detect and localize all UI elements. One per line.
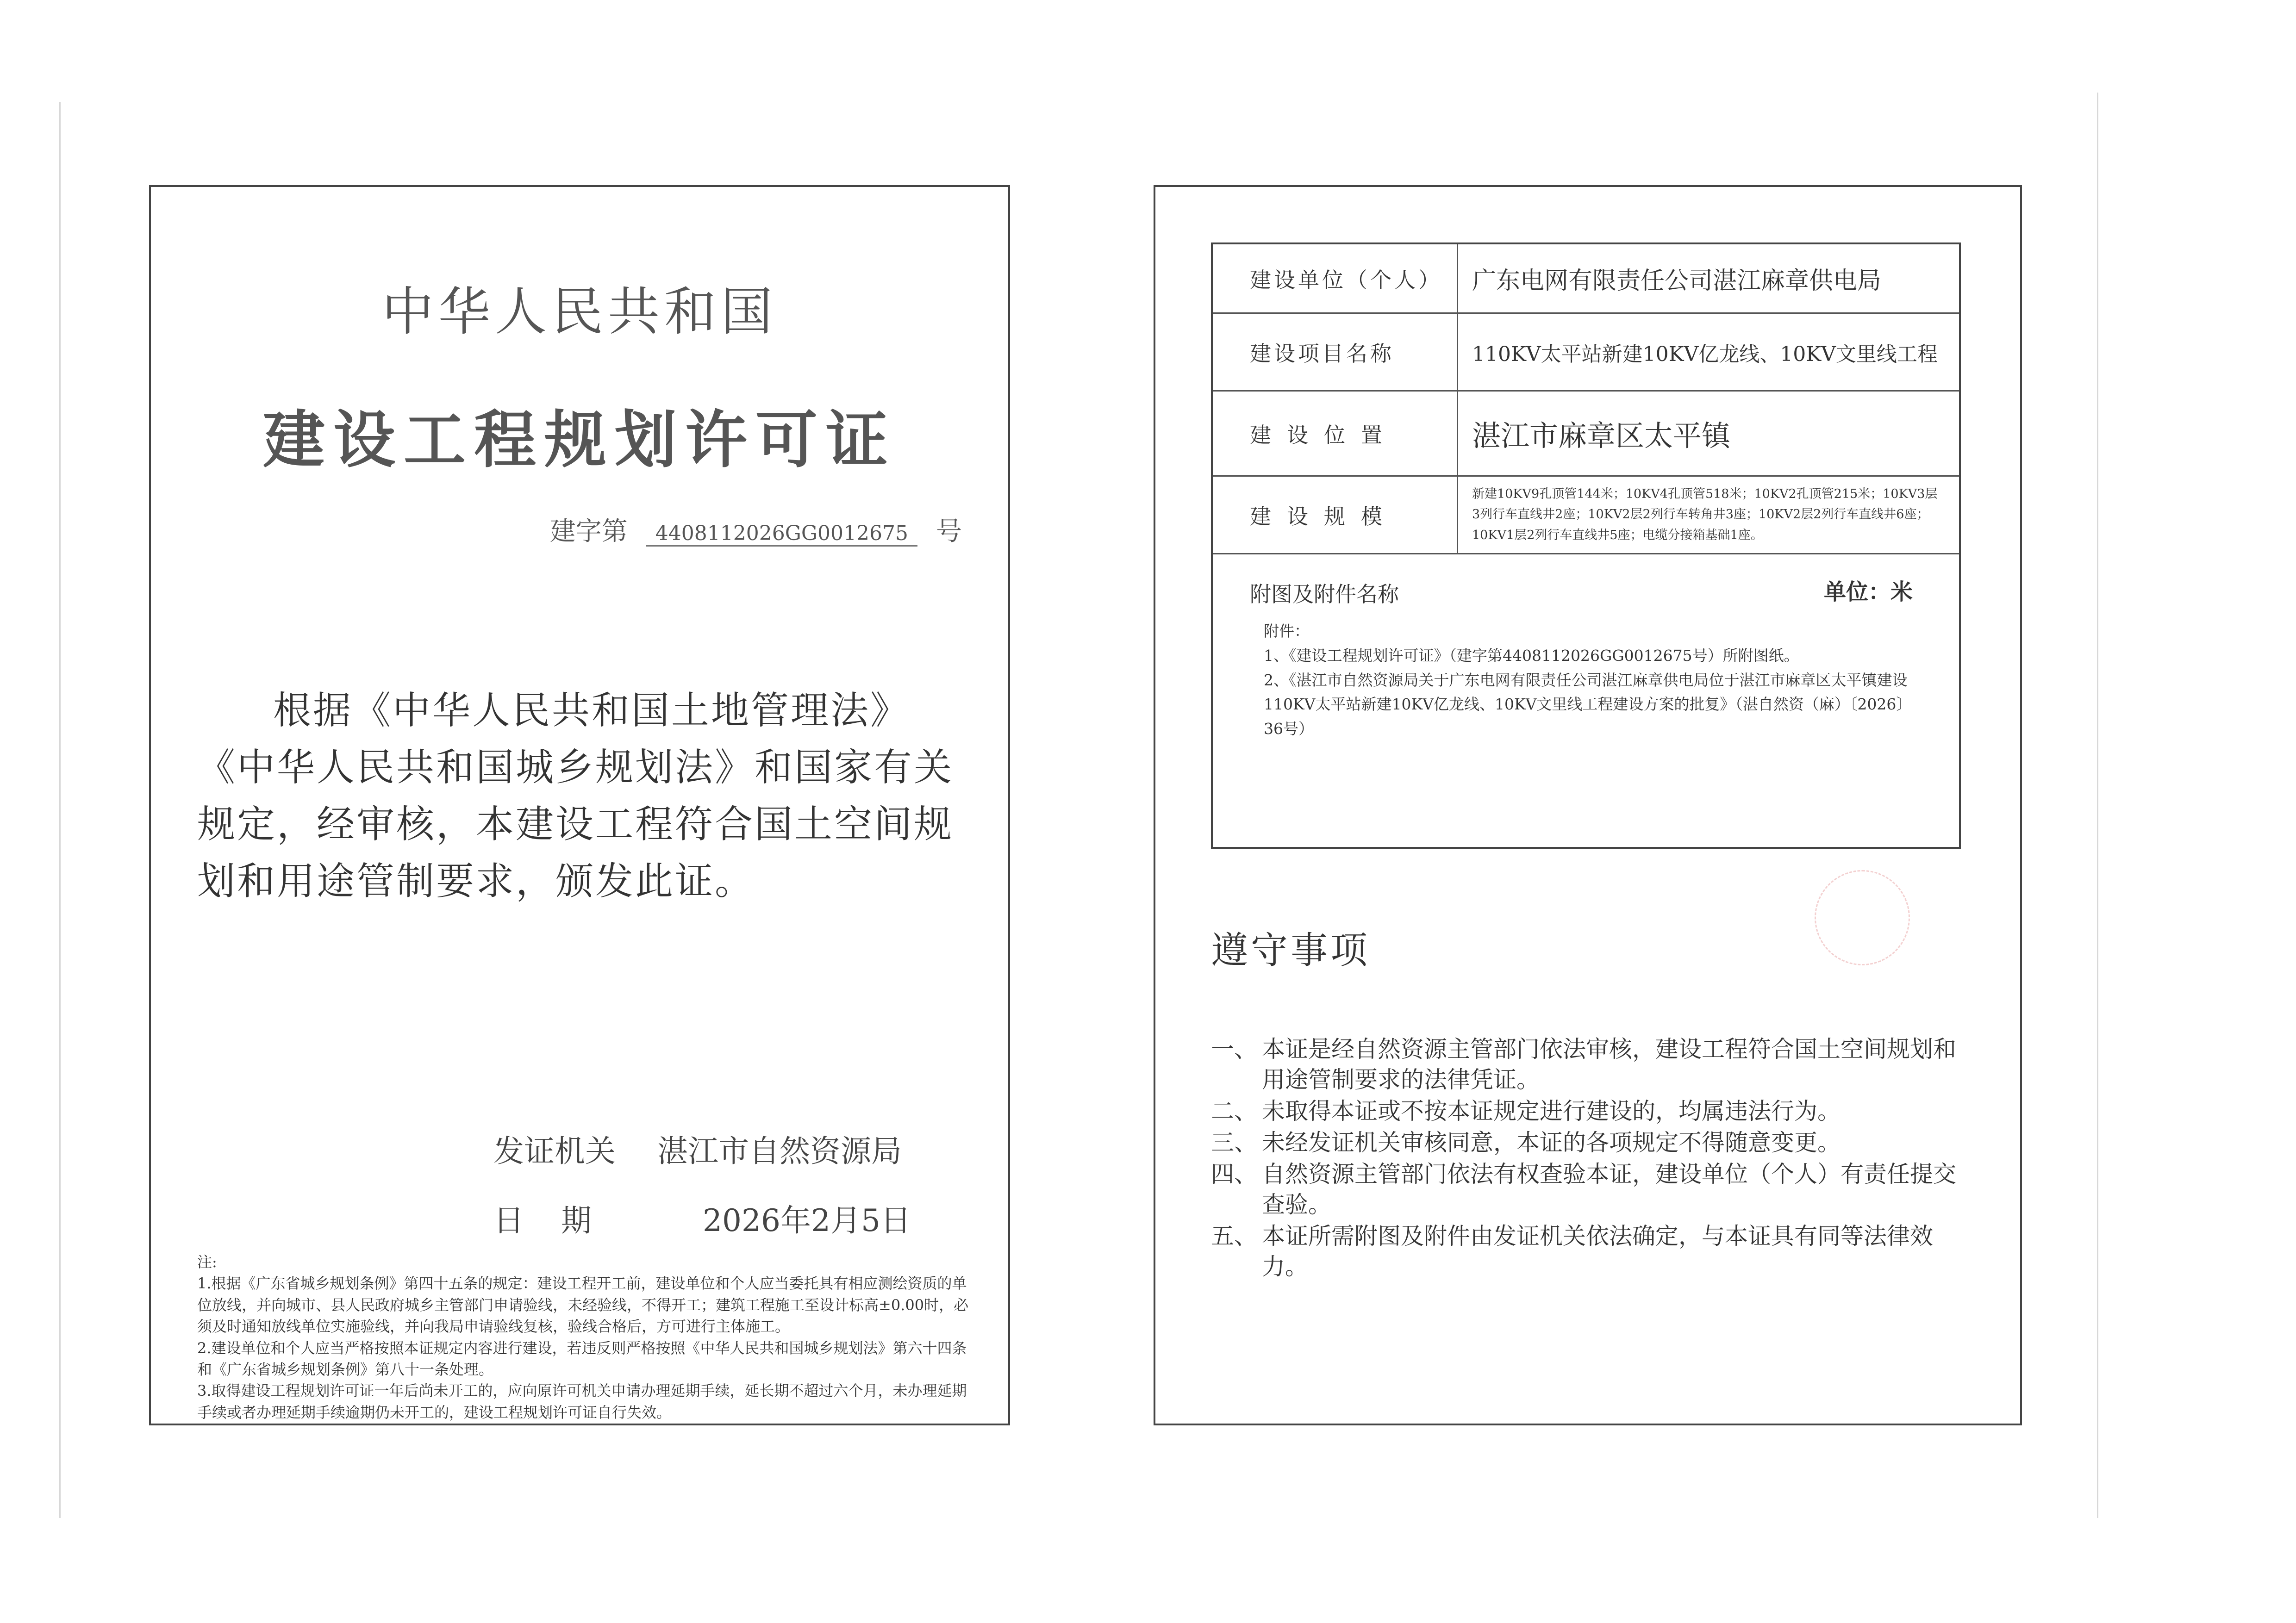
rule-marker: 四、	[1211, 1161, 1257, 1188]
attachment-item: 1、《建设工程规划许可证》（建字第4408112026GG0012675号）所附图纸。	[1264, 646, 1799, 665]
table-row-scale	[1213, 477, 1959, 554]
rules-list	[1211, 1034, 1961, 1283]
rule-text: 本证所需附图及附件由发证机关依法确定，与本证具有同等法律效力。	[1262, 1223, 1933, 1280]
table-row-location	[1213, 392, 1959, 477]
rule-text: 未经发证机关审核同意，本证的各项规定不得随意变更。	[1262, 1129, 1841, 1156]
location-label: 建设位置	[1213, 392, 1458, 475]
permit-front-page	[149, 185, 1010, 1425]
rule-marker: 一、	[1211, 1036, 1257, 1063]
legal-basis-paragraph: 根据《中华人民共和国土地管理法》《中华人民共和国城乡规划法》和国家有关规定，经审核，本建设工程符合国土空间规划和用途管制要求，颁发此证。	[197, 689, 954, 903]
permit-number-suffix: 号	[936, 516, 962, 547]
unit-value: 广东电网有限责任公司湛江麻章供电局	[1472, 267, 1882, 295]
rule-text: 未取得本证或不按本证规定进行建设的，均属违法行为。	[1262, 1098, 1841, 1125]
permit-number-prefix: 建字第	[549, 516, 628, 547]
table-row-unit	[1213, 244, 1959, 314]
permit-title: 建设工程规划许可证	[262, 404, 896, 476]
rule-text: 自然资源主管部门依法有权查验本证，建设单位（个人）有责任提交查验。	[1262, 1161, 1956, 1218]
rule-item	[1211, 1127, 1961, 1158]
issuer-row	[493, 1126, 902, 1170]
rule-marker: 五、	[1211, 1223, 1257, 1250]
permit-number-row	[550, 511, 962, 548]
rule-text: 本证是经自然资源主管部门依法审核，建设工程符合国土空间规划和用途管制要求的法律凭证。	[1262, 1036, 1956, 1093]
date-label: 日期	[493, 1203, 629, 1238]
rule-marker: 二、	[1211, 1098, 1257, 1125]
project-value: 110KV太平站新建10KV亿龙线、10KV文里线工程	[1472, 342, 1938, 366]
notes-section	[197, 1251, 970, 1423]
scan-edge-right	[2097, 93, 2098, 1518]
permit-number: 4408112026GG0012675	[646, 522, 917, 547]
unit-of-measure: 单位：米	[1823, 579, 1913, 605]
scan-edge-left	[59, 102, 61, 1518]
date-row	[493, 1196, 911, 1240]
rules-title: 遵守事项	[1211, 929, 1370, 972]
faint-seal-stamp	[1815, 870, 1910, 965]
note-item: 3.取得建设工程规划许可证一年后尚未开工的，应向原许可机关申请办理延期手续，延长期不超过六个月，未办理延期手续或者办理延期手续逾期仍未开工的，建设工程规划许可证自行失效。	[197, 1382, 967, 1421]
project-label: 建设项目名称	[1213, 314, 1458, 390]
rule-item	[1211, 1221, 1961, 1282]
issuer-label: 发证机关	[493, 1133, 616, 1169]
scale-label: 建设规模	[1213, 477, 1458, 553]
rule-item	[1211, 1034, 1961, 1095]
rule-marker: 三、	[1211, 1129, 1257, 1156]
notes-heading: 注:	[197, 1253, 217, 1271]
table-row-project	[1213, 314, 1959, 392]
project-info-table	[1211, 243, 1961, 849]
attachments-label: 附图及附件名称	[1250, 582, 1399, 607]
unit-label: 建设单位（个人）	[1213, 244, 1458, 312]
scale-value: 新建10KV9孔顶管144米；10KV4孔顶管518米；10KV2孔顶管215米；10KV3层3列行车直线井2座；10KV2层2列行车转角井3座；10KV2层2列行车直线井6座；10KV1层2列行车直线井5座；电缆分接箱基础1座。	[1472, 486, 1938, 542]
location-value: 湛江市麻章区太平镇	[1472, 419, 1731, 453]
rule-item	[1211, 1159, 1961, 1220]
attachments-heading: 附件：	[1264, 622, 1310, 640]
note-item: 2.建设单位和个人应当严格按照本证规定内容进行建设，若违反则严格按照《中华人民共和国城乡规划法》第六十四条和《广东省城乡规划条例》第八十一条处理。	[197, 1339, 967, 1378]
note-item: 1.根据《广东省城乡规划条例》第四十五条的规定：建设工程开工前，建设单位和个人应当委托具有相应测绘资质的单位放线，并向城市、县人民政府城乡主管部门申请验线，未经验线，不得开工；建筑工程施工至设计标高±0.00时，必须及时通知放线单位实施验线，并向我局申请验线复核，验线合格后，方可进行主体施工。	[197, 1275, 969, 1336]
date-value: 2026年2月5日	[703, 1203, 911, 1238]
attachment-item: 2、《湛江市自然资源局关于广东电网有限责任公司湛江麻章供电局位于湛江市麻章区太平镇建设110KV太平站新建10KV亿龙线、10KV文里线工程建设方案的批复》（湛自然资（麻）〔2026〕36号）	[1264, 671, 1912, 738]
attachments-list	[1264, 619, 1912, 741]
permit-back-page	[1154, 185, 2022, 1425]
country-title: 中华人民共和国	[382, 282, 777, 342]
issuer-value: 湛江市自然资源局	[657, 1133, 902, 1169]
rule-item	[1211, 1096, 1961, 1126]
